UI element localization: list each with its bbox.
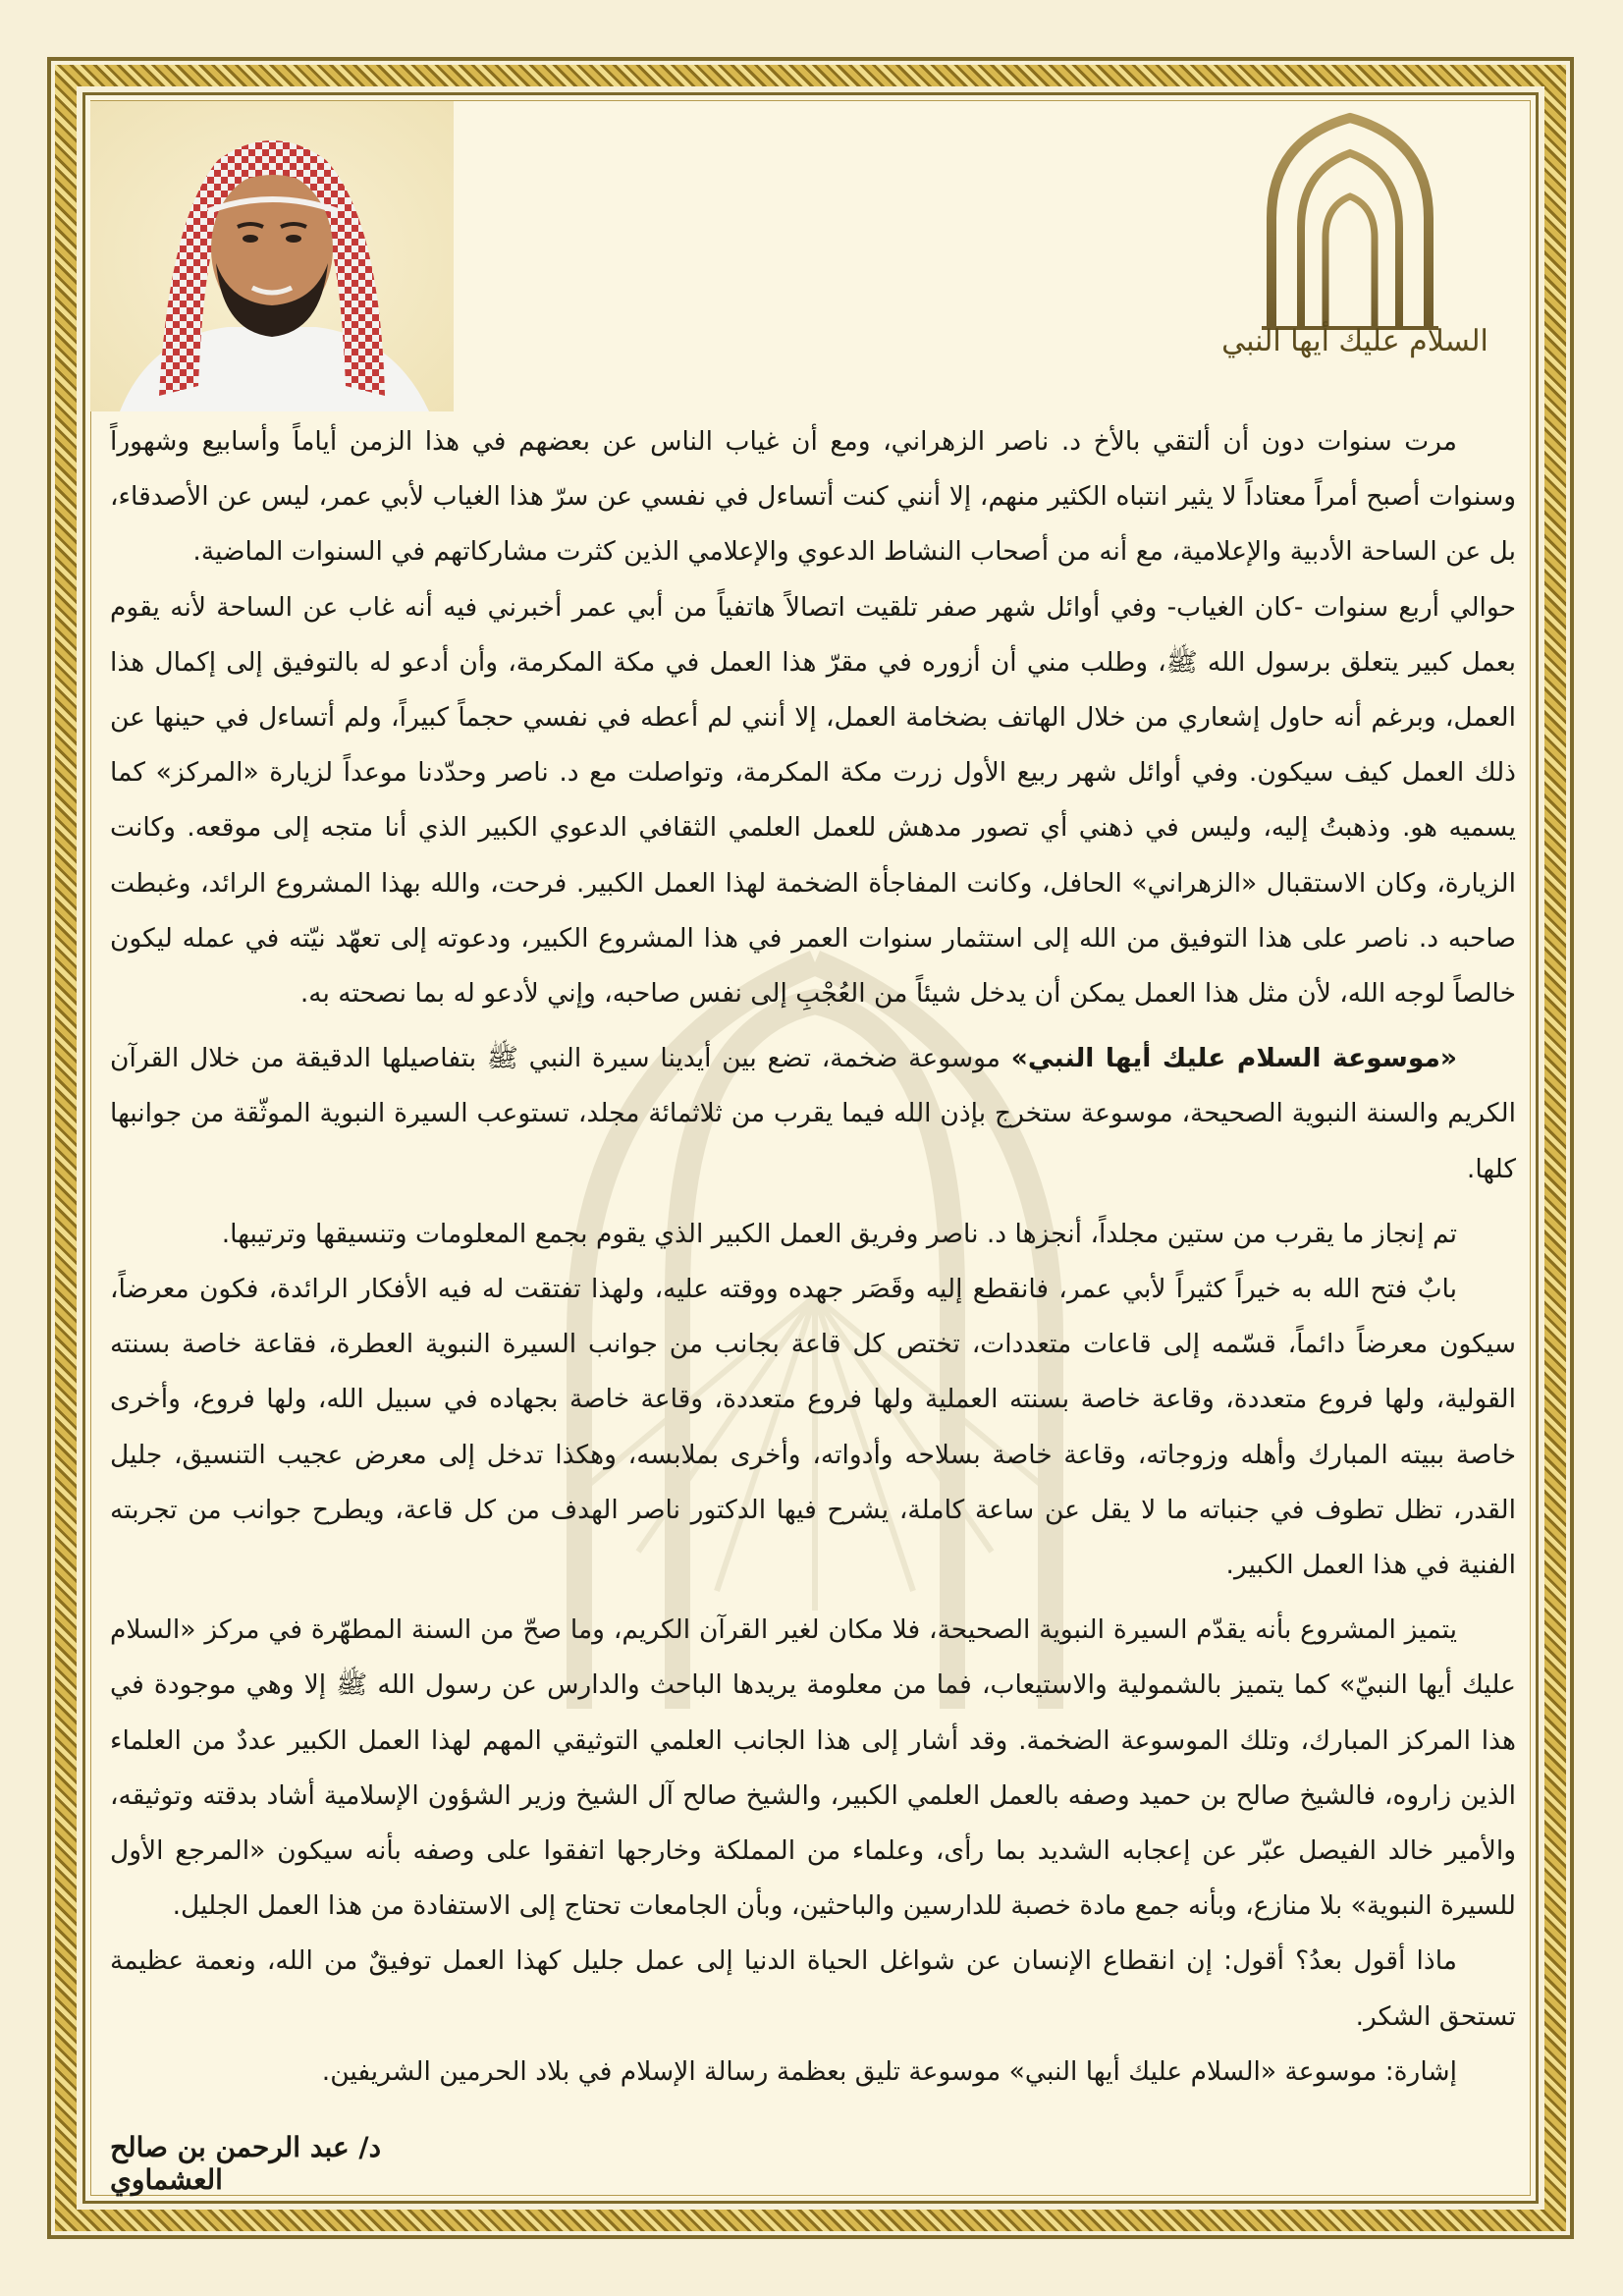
encyclopedia-logo-icon (1232, 110, 1468, 410)
paragraph-3 (110, 1031, 1516, 1197)
article-body (110, 414, 1516, 2100)
paragraph-2: حوالي أربع سنوات -كان الغياب- وفي أوائل شهر صفر تلقيت اتصالاً هاتفياً من أبي عمر أخبرني فيه أنه غاب عن الساحة لأنه يقوم بعمل كبير يتعلق برسول الله ﷺ، وطلب مني أن أزوره في مقرّ هذا العمل في مكة المكرمة، وأن أدعو له بالتوفيق إلى إكمال هذا العمل، وبرغم أنه حاول إشعاري من خلال الهاتف بضخامة العمل، إلا أنني لم أعطه في نفسي حجماً كبيراً، ولم أتساءل في حينها عن ذلك العمل كيف سيكون. وفي أوائل شهر ربيع الأول زرت مكة المكرمة، وتواصلت مع د. ناصر وحدّدنا موعداً لزيارة «المركز» كما يسميه هو. وذهبتُ إليه، وليس في ذهني أي تصور مدهش للعمل العلمي الثقافي الدعوي الكبير الذي أنا متجه إلى موقعه. وكانت الزيارة، وكان الاستقبال «الزهراني» الحافل، وكانت المفاجأة الضخمة لهذا العمل الكبير. فرحت، والله بهذا المشروع الرائد، وغبطت صاحبه د. ناصر على هذا التوفيق من الله إلى استثمار سنوات العمر في هذا المشروع الكبير، ودعوته إلى تعهّد نيّته في عمله ليكون خالصاً لوجه الله، لأن مثل هذا العمل يمكن أن يدخل شيئاً من العُجْبِ إلى نفس صاحبه، وإني لأدعو له بما نصحته به. (110, 591, 1516, 1010)
paragraph-5: بابٌ فتح الله به خيراً كثيراً لأبي عمر، فانقطع إليه وقَصَر جهده ووقته عليه، ولهذا تفتقت له فيه الأفكار الرائدة، فكون معرضاً، سيكون معرضاً دائماً، قسّمه إلى قاعات متعددات، تختص كل قاعة بجانب من جوانب السيرة النبوية العطرة، فقاعة خاصة بسنته القولية، ولها فروع متعددة، وقاعة خاصة بسنته العملية ولها فروع متعددة، وقاعة خاصة بجهاده في سبيل الله، ولها فروع، وأخرى خاصة ببيته المبارك وأهله وزوجاته، وقاعة خاصة بسلاحه وأدواته، وأخرى بملابسه، وهكذا تدخل إلى معرض عجيب التنسيق، جليل القدر، تظل تطوف في جنباته ما لا يقل عن ساعة كاملة، يشرح فيها الدكتور ناصر الهدف من كل قاعة، ويطرح جوانب من تجربته الفنية في هذا العمل الكبير. (110, 1274, 1516, 1581)
paragraph-7: ماذا أقول بعدُ؟ أقول: إن انقطاع الإنسان عن شواغل الحياة الدنيا إلى عمل جليل كهذا العمل توفيقٌ من الله، ونعمة عظيمة تستحق الشكر. (110, 1945, 1516, 2032)
paragraph-3-text: موسوعة ضخمة، تضع بين أيدينا سيرة النبي ﷺ بتفاصيلها الدقيقة من خلال القرآن الكريم والسنة النبوية الصحيحة، موسوعة ستخرج بإذن الله فيما يقرب من ثلاثمائة مجلد، تستوعب السيرة النبوية الموثّقة من جوانبها كلها. (110, 1043, 1516, 1184)
paragraph-6: يتميز المشروع بأنه يقدّم السيرة النبوية الصحيحة، فلا مكان لغير القرآن الكريم، وما صحّ من السنة المطهّرة في مركز «السلام عليك أيها النبيّ» كما يتميز بالشمولية والاستيعاب، فما من معلومة يريدها الباحث والدارس عن رسول الله ﷺ إلا وهي موجودة في هذا المركز المبارك، وتلك الموسوعة الضخمة. وقد أشار إلى هذا الجانب العلمي التوثيقي المهم لهذا العمل الكبير عددٌ من العلماء الذين زاروه، فالشيخ صالح بن حميد وصفه بالعمل العلمي الكبير، والشيخ صالح آل الشيخ وزير الشؤون الإسلامية أشاد بدقته وتوثيقه، والأمير خالد الفيصل عبّر عن إعجابه الشديد بما رأى، وعلماء من المملكة وخارجها اتفقوا على وصفه بأنه سيكون «المرجع الأول للسيرة النبوية» بلا منازع، وبأنه جمع مادة خصبة للدارسين والباحثين، وبأن الجامعات تحتاج إلى الاستفادة من هذا العمل الجليل. (110, 1614, 1516, 1922)
paragraph-1: مرت سنوات دون أن ألتقي بالأخ د. ناصر الزهراني، ومع أن غياب الناس عن بعضهم في هذا الزمن أياماً وأسابيع وشهوراً وسنوات أصبح أمراً معتاداً لا يثير انتباه الكثير منهم، إلا أنني كنت أتساءل في نفسي عن سرّ هذا الغياب لأبي عمر، ليس عن الأصدقاء، بل عن الساحة الأدبية والإعلامية، مع أنه من أصحاب النشاط الدعوي والإعلامي الذين كثرت مشاركاتهم في السنوات الماضية. (110, 426, 1516, 568)
author-portrait-photo (90, 101, 454, 411)
paragraph-4: تم إنجاز ما يقرب من ستين مجلداً، أنجزها د. ناصر وفريق العمل الكبير الذي يقوم بجمع المعلومات وتنسيقها وترتيبها. (221, 1218, 1457, 1249)
encyclopedia-title-lead: «موسوعة السلام عليك أيها النبي» (1010, 1043, 1457, 1074)
author-signature: د/ عبد الرحمن بن صالح العشماوي (110, 2131, 382, 2196)
paragraph-8: إشارة: موسوعة «السلام عليك أيها النبي» موسوعة تليق بعظمة رسالة الإسلام في بلاد الحرمين الشريفين. (321, 2055, 1457, 2087)
logo-caption: السلام عليك أيها النبي (1221, 324, 1488, 358)
